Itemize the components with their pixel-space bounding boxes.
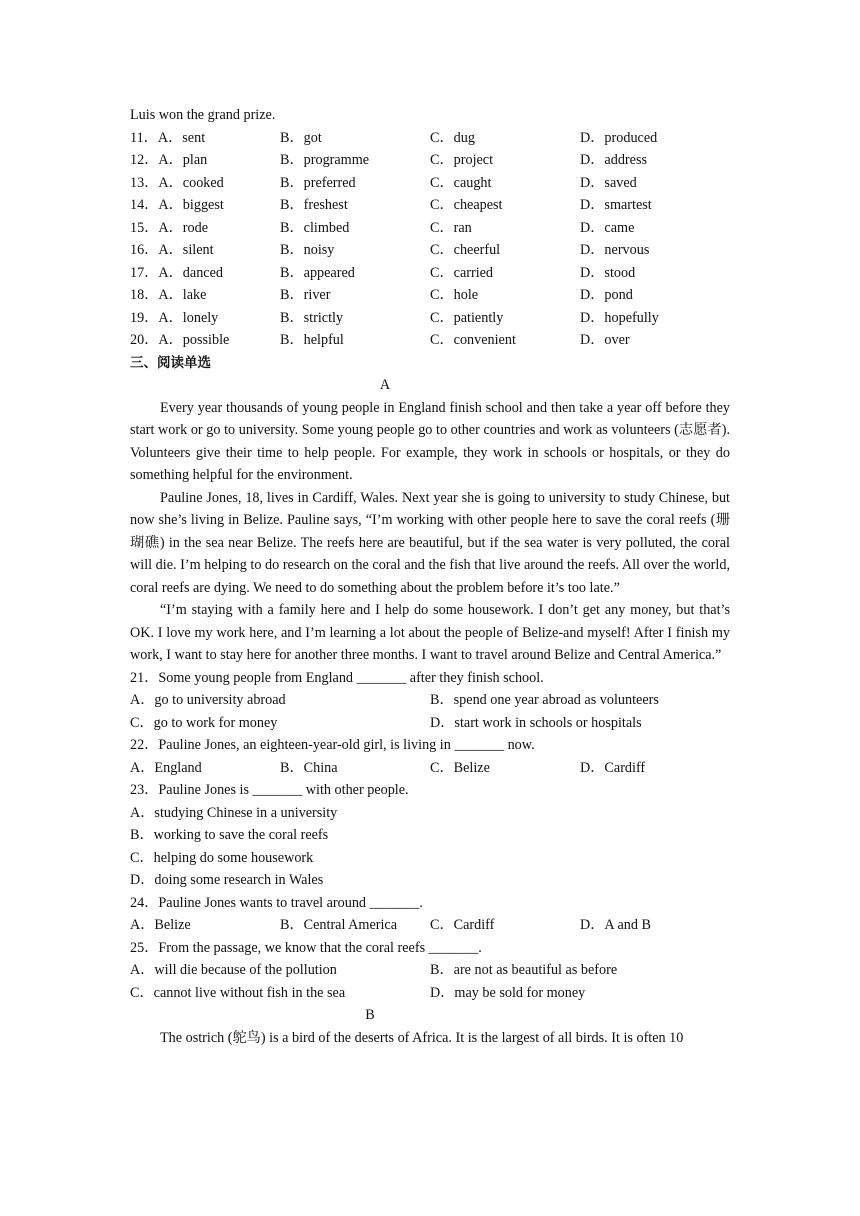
cloze-option-a[interactable]: 12．A．plan: [130, 152, 208, 168]
cloze-option-d[interactable]: D．pond: [580, 287, 633, 303]
cloze-row: [130, 217, 730, 240]
question-25-options-row-1: [130, 959, 730, 982]
option[interactable]: B．China: [280, 759, 338, 776]
passage-a-paragraph-1: Every year thousands of young people in England finish school and then take a year off before they start work or go to university. Some young people go to other countries and work as volunteers (志愿者). Volunteers give their time to help people. For example, they work in schools or hospitals, or they do something helpful for the environment.: [130, 399, 730, 483]
cloze-option-a[interactable]: 20．A．possible: [130, 332, 230, 348]
cloze-option-b[interactable]: B．strictly: [280, 309, 344, 326]
option[interactable]: A．go to university abroad: [130, 692, 286, 708]
cloze-option-d[interactable]: D．came: [580, 219, 635, 236]
cloze-options-table: [130, 127, 730, 352]
section-title: 三、阅读单选: [130, 354, 211, 371]
cloze-row: [130, 262, 730, 285]
cloze-row: [130, 149, 730, 172]
option[interactable]: B．spend one year abroad as volunteers: [430, 692, 659, 708]
option[interactable]: A．England: [130, 759, 202, 776]
cloze-row: [130, 307, 730, 330]
option[interactable]: A．Belize: [130, 917, 191, 933]
cloze-option-c[interactable]: C．hole: [430, 287, 479, 303]
exam-page: [130, 104, 730, 1049]
cloze-option-d[interactable]: D．saved: [580, 174, 637, 191]
cloze-row: [130, 329, 730, 352]
option[interactable]: C．cannot live without fish in the sea: [130, 984, 346, 1001]
cloze-option-c[interactable]: C．cheapest: [430, 197, 503, 213]
cloze-row: [130, 194, 730, 217]
question-25-stem: 25．From the passage, we know that the coral reefs _______.: [130, 939, 482, 956]
option[interactable]: C．Belize: [430, 759, 490, 776]
cloze-option-d[interactable]: D．stood: [580, 264, 636, 281]
question-25-options-row-2: [130, 982, 730, 1005]
cloze-option-b[interactable]: B．appeared: [280, 264, 355, 281]
cloze-option-b[interactable]: B．helpful: [280, 332, 344, 348]
passage-a-label: A: [379, 377, 391, 393]
cloze-option-c[interactable]: C．caught: [430, 174, 492, 191]
cloze-row: [130, 284, 730, 307]
cloze-option-b[interactable]: B．noisy: [280, 242, 335, 258]
question-22-options-row: [130, 757, 730, 780]
question-21-options-row-1: [130, 689, 730, 712]
option[interactable]: D．may be sold for money: [430, 984, 586, 1001]
cloze-option-a[interactable]: 15．A．rode: [130, 219, 209, 236]
cloze-option-a[interactable]: 11．A．sent: [130, 129, 206, 146]
option[interactable]: D．Cardiff: [580, 759, 646, 776]
cloze-option-b[interactable]: B．got: [280, 129, 322, 146]
cloze-option-c[interactable]: C．convenient: [430, 332, 516, 348]
cloze-option-c[interactable]: C．ran: [430, 219, 472, 236]
passage-a-paragraph-2: Pauline Jones, 18, lives in Cardiff, Wales. Next year she is going to university to study Chinese, but now she’s living in Belize. Pauline says, “I’m working with other people here to save the coral reefs (珊瑚礁) in the sea near Belize. The reefs here are beautiful, but if the sea water is very polluted, the coral will die. I’m helping to do research on the coral and the fish that live around the reefs. All over the world, coral reefs are dying. We need to do something about the problem before it’s too late.”: [130, 489, 730, 596]
cloze-option-b[interactable]: B．programme: [280, 152, 370, 168]
option[interactable]: A．will die because of the pollution: [130, 962, 337, 978]
cloze-option-a[interactable]: 13．A．cooked: [130, 174, 224, 191]
cloze-option-c[interactable]: C．dug: [430, 129, 475, 146]
option[interactable]: D．start work in schools or hospitals: [430, 714, 642, 731]
cloze-option-b[interactable]: B．preferred: [280, 174, 356, 191]
option[interactable]: B．working to save the coral reefs: [130, 827, 329, 843]
intro-line: Luis won the grand prize.: [130, 107, 276, 123]
cloze-option-c[interactable]: C．cheerful: [430, 242, 501, 258]
question-23-stem: 23．Pauline Jones is _______ with other people.: [130, 782, 409, 798]
cloze-option-d[interactable]: D．produced: [580, 129, 658, 146]
cloze-option-a[interactable]: 17．A．danced: [130, 264, 223, 281]
cloze-option-d[interactable]: D．over: [580, 332, 630, 348]
passage-a-paragraph-3: “I’m staying with a family here and I help do some housework. I don’t get any money, but that’s OK. I love my work here, and I’m learning a lot about the people of Belize-and myself! After I finish my work, I want to stay here for another three months. I want to travel around Belize and Central America.”: [130, 602, 730, 663]
cloze-option-a[interactable]: 18．A．lake: [130, 287, 207, 303]
cloze-option-a[interactable]: 19．A．lonely: [130, 309, 219, 326]
option[interactable]: A．studying Chinese in a university: [130, 804, 338, 821]
cloze-option-a[interactable]: 16．A．silent: [130, 242, 214, 258]
option[interactable]: D．A and B: [580, 917, 651, 933]
option[interactable]: D．doing some research in Wales: [130, 872, 324, 888]
cloze-row: [130, 239, 730, 262]
option[interactable]: C．go to work for money: [130, 714, 278, 731]
option[interactable]: B．Central America: [280, 917, 398, 933]
passage-b-first-line: The ostrich (鸵鸟) is a bird of the deserts of Africa. It is the largest of all birds. It is often 10: [160, 1029, 684, 1046]
question-21-options-row-2: [130, 712, 730, 735]
cloze-option-d[interactable]: D．hopefully: [580, 309, 659, 326]
cloze-option-a[interactable]: 14．A．biggest: [130, 197, 224, 213]
cloze-option-b[interactable]: B．climbed: [280, 219, 350, 236]
cloze-option-c[interactable]: C．patiently: [430, 309, 504, 326]
cloze-option-c[interactable]: C．carried: [430, 264, 494, 281]
passage-b-label: B: [365, 1007, 375, 1023]
question-24-options-row: [130, 914, 730, 937]
cloze-option-d[interactable]: D．smartest: [580, 197, 652, 213]
option[interactable]: C．Cardiff: [430, 917, 495, 933]
cloze-row: [130, 127, 730, 150]
question-21-stem: 21．Some young people from England _______ after they finish school.: [130, 669, 544, 686]
cloze-option-c[interactable]: C．project: [430, 152, 494, 168]
option[interactable]: B．are not as beautiful as before: [430, 962, 618, 978]
cloze-row: [130, 172, 730, 195]
cloze-option-d[interactable]: D．address: [580, 152, 647, 168]
cloze-option-d[interactable]: D．nervous: [580, 242, 650, 258]
question-22-stem: 22．Pauline Jones, an eighteen-year-old girl, is living in _______ now.: [130, 737, 535, 753]
question-24-stem: 24．Pauline Jones wants to travel around _______.: [130, 894, 423, 911]
cloze-option-b[interactable]: B．river: [280, 287, 331, 303]
cloze-option-b[interactable]: B．freshest: [280, 197, 348, 213]
option[interactable]: C．helping do some housework: [130, 849, 314, 866]
